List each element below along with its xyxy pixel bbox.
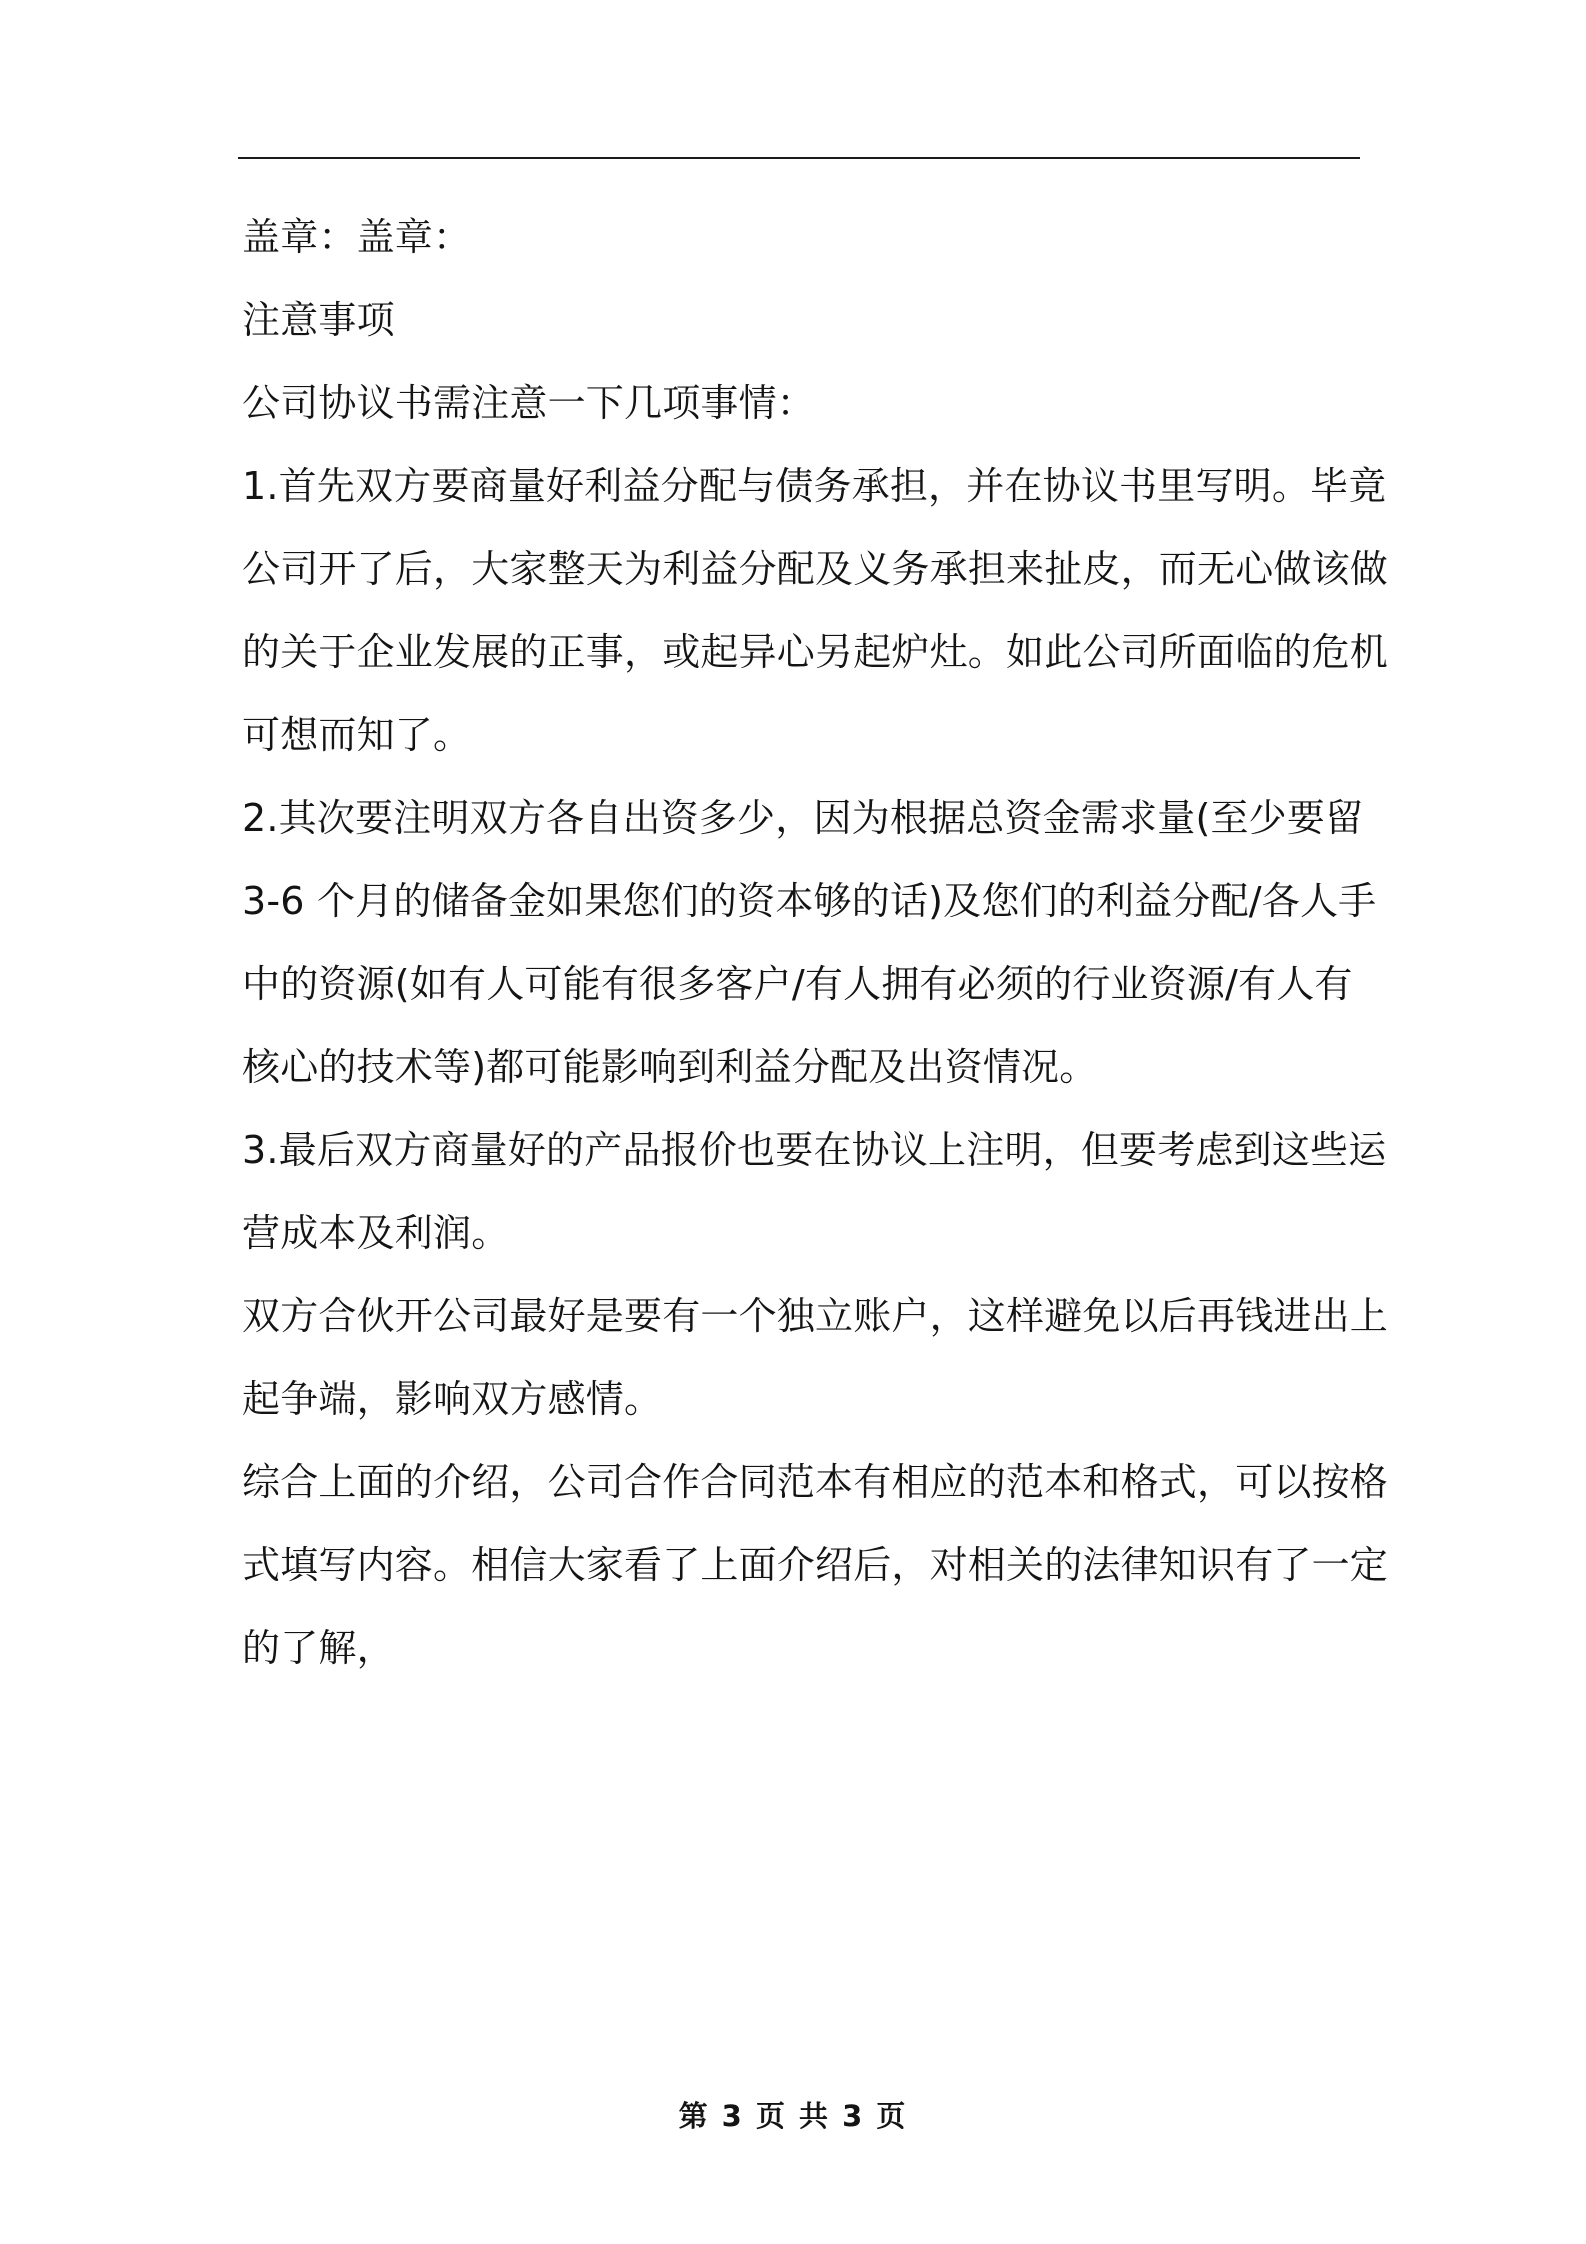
text-line: 中的资源(如有人可能有很多客户/有人拥有必须的行业资源/有人有: [242, 962, 1353, 1006]
text-line: 2.其次要注明双方各自出资多少，因为根据总资金需求量(至少要留: [242, 796, 1364, 840]
notes-heading: 注意事项: [242, 298, 395, 342]
text-line: 的了解，: [242, 1626, 395, 1670]
text-line: 的关于企业发展的正事，或起异心另起炉灶。如此公司所面临的危机: [242, 630, 1389, 674]
text-line: 综合上面的介绍，公司合作合同范本有相应的范本和格式，可以按格: [242, 1460, 1389, 1504]
page-number: 第 3 页 共 3 页: [678, 2099, 908, 2133]
text-line: 双方合伙开公司最好是要有一个独立账户，这样避免以后再钱进出上: [242, 1294, 1389, 1338]
text-line: 公司开了后，大家整天为利益分配及义务承担来扯皮，而无心做该做: [242, 547, 1389, 591]
text-line: 可想而知了。: [242, 713, 472, 757]
text-line: 3.最后双方商量好的产品报价也要在协议上注明，但要考虑到这些运: [242, 1128, 1387, 1172]
text-line: 营成本及利润。: [242, 1211, 510, 1255]
text-line: 核心的技术等)都可能影响到利益分配及出资情况。: [242, 1045, 1098, 1089]
text-line: 1.首先双方要商量好利益分配与债务承担，并在协议书里写明。毕竟: [242, 464, 1387, 508]
header-rule: [238, 157, 1360, 159]
notes-intro: 公司协议书需注意一下几项事情：: [242, 381, 816, 425]
text-line: 起争端，影响双方感情。: [242, 1377, 663, 1421]
stamp-line: 盖章：盖章：: [242, 215, 472, 259]
text-line: 式填写内容。相信大家看了上面介绍后，对相关的法律知识有了一定: [242, 1543, 1389, 1587]
document-body: [242, 196, 1389, 1690]
text-line: 3-6 个月的储备金如果您们的资本够的话)及您们的利益分配/各人手: [242, 879, 1377, 923]
